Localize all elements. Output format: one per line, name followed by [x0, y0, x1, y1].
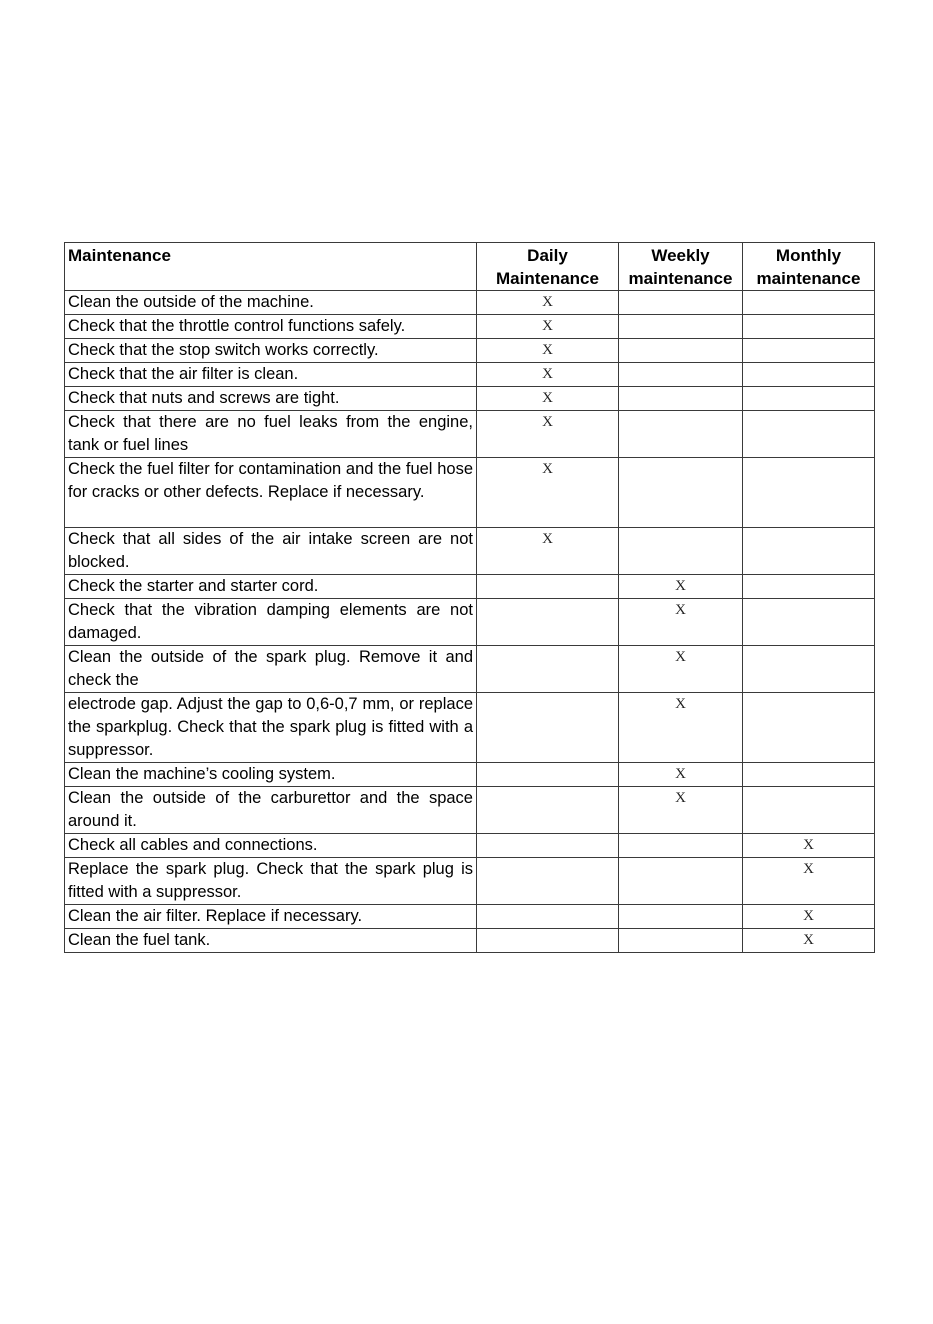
- table-row: [65, 693, 875, 763]
- daily-mark: [477, 693, 619, 763]
- table-row: [65, 575, 875, 599]
- daily-mark: [477, 787, 619, 834]
- task-cell: Clean the machine’s cooling system.: [65, 763, 477, 787]
- table-row: [65, 291, 875, 315]
- table-row: [65, 387, 875, 411]
- weekly-mark: [619, 834, 743, 858]
- header-weekly: [619, 243, 743, 291]
- header-monthly-line2: maintenance: [756, 269, 861, 288]
- daily-mark: X: [477, 339, 619, 363]
- header-weekly-line2: maintenance: [628, 269, 733, 288]
- table-row: [65, 929, 875, 953]
- monthly-mark: [743, 458, 875, 528]
- monthly-mark: [743, 646, 875, 693]
- weekly-mark: X: [619, 787, 743, 834]
- daily-mark: [477, 646, 619, 693]
- monthly-mark: [743, 528, 875, 575]
- table-row: [65, 339, 875, 363]
- daily-mark: X: [477, 411, 619, 458]
- daily-mark: X: [477, 291, 619, 315]
- task-cell: Clean the fuel tank.: [65, 929, 477, 953]
- task-cell: Check the starter and starter cord.: [65, 575, 477, 599]
- header-daily-line1: Daily: [527, 246, 568, 265]
- monthly-mark: [743, 363, 875, 387]
- task-cell: Check that the air filter is clean.: [65, 363, 477, 387]
- daily-mark: [477, 858, 619, 905]
- task-cell: Check that nuts and screws are tight.: [65, 387, 477, 411]
- table-row: [65, 458, 875, 528]
- task-cell: Check all cables and connections.: [65, 834, 477, 858]
- task-cell: Check that all sides of the air intake screen are not blocked.: [65, 528, 477, 575]
- header-weekly-line1: Weekly: [651, 246, 710, 265]
- task-cell: Clean the air filter. Replace if necessary.: [65, 905, 477, 929]
- weekly-mark: [619, 339, 743, 363]
- monthly-mark: [743, 575, 875, 599]
- weekly-mark: [619, 363, 743, 387]
- task-cell: Clean the outside of the carburettor and the space around it.: [65, 787, 477, 834]
- daily-mark: X: [477, 363, 619, 387]
- monthly-mark: X: [743, 929, 875, 953]
- weekly-mark: [619, 929, 743, 953]
- daily-mark: X: [477, 528, 619, 575]
- table-row: [65, 858, 875, 905]
- monthly-mark: X: [743, 858, 875, 905]
- task-cell: Check that the vibration damping elements are not damaged.: [65, 599, 477, 646]
- monthly-mark: [743, 315, 875, 339]
- monthly-mark: [743, 339, 875, 363]
- task-cell: Check that there are no fuel leaks from the engine, tank or fuel lines: [65, 411, 477, 458]
- weekly-mark: [619, 458, 743, 528]
- daily-mark: [477, 763, 619, 787]
- header-monthly: [743, 243, 875, 291]
- header-daily-line2: Maintenance: [496, 269, 599, 288]
- table-row: [65, 411, 875, 458]
- monthly-mark: [743, 387, 875, 411]
- daily-mark: [477, 834, 619, 858]
- table-row: [65, 315, 875, 339]
- monthly-mark: [743, 693, 875, 763]
- header-daily: [477, 243, 619, 291]
- table-row: [65, 905, 875, 929]
- maintenance-schedule-table: [64, 242, 875, 953]
- weekly-mark: X: [619, 763, 743, 787]
- header-maintenance: Maintenance: [65, 243, 477, 291]
- table-row: [65, 528, 875, 575]
- daily-mark: X: [477, 387, 619, 411]
- table-row: [65, 763, 875, 787]
- weekly-mark: X: [619, 693, 743, 763]
- monthly-mark: [743, 291, 875, 315]
- weekly-mark: X: [619, 599, 743, 646]
- table-row: [65, 646, 875, 693]
- task-cell: Clean the outside of the machine.: [65, 291, 477, 315]
- monthly-mark: [743, 763, 875, 787]
- task-cell: electrode gap. Adjust the gap to 0,6-0,7 mm, or replace the sparkplug. Check that the spark plug is fitted with a suppressor.: [65, 693, 477, 763]
- daily-mark: [477, 905, 619, 929]
- weekly-mark: [619, 905, 743, 929]
- weekly-mark: [619, 387, 743, 411]
- table-row: [65, 787, 875, 834]
- monthly-mark: [743, 599, 875, 646]
- daily-mark: [477, 575, 619, 599]
- task-cell: Check the fuel filter for contamination and the fuel hose for cracks or other defects. Replace if necessary.: [65, 458, 477, 528]
- weekly-mark: [619, 315, 743, 339]
- table-row: [65, 599, 875, 646]
- monthly-mark: X: [743, 834, 875, 858]
- daily-mark: X: [477, 315, 619, 339]
- monthly-mark: X: [743, 905, 875, 929]
- weekly-mark: X: [619, 575, 743, 599]
- weekly-mark: [619, 528, 743, 575]
- table-row: [65, 834, 875, 858]
- task-cell: Replace the spark plug. Check that the spark plug is fitted with a suppressor.: [65, 858, 477, 905]
- table-header-row: [65, 243, 875, 291]
- task-cell: Check that the stop switch works correctly.: [65, 339, 477, 363]
- weekly-mark: [619, 291, 743, 315]
- daily-mark: [477, 929, 619, 953]
- task-cell: Clean the outside of the spark plug. Remove it and check the: [65, 646, 477, 693]
- weekly-mark: [619, 411, 743, 458]
- daily-mark: X: [477, 458, 619, 528]
- monthly-mark: [743, 787, 875, 834]
- task-cell: Check that the throttle control functions safely.: [65, 315, 477, 339]
- daily-mark: [477, 599, 619, 646]
- table-row: [65, 363, 875, 387]
- weekly-mark: X: [619, 646, 743, 693]
- header-monthly-line1: Monthly: [775, 246, 842, 265]
- weekly-mark: [619, 858, 743, 905]
- monthly-mark: [743, 411, 875, 458]
